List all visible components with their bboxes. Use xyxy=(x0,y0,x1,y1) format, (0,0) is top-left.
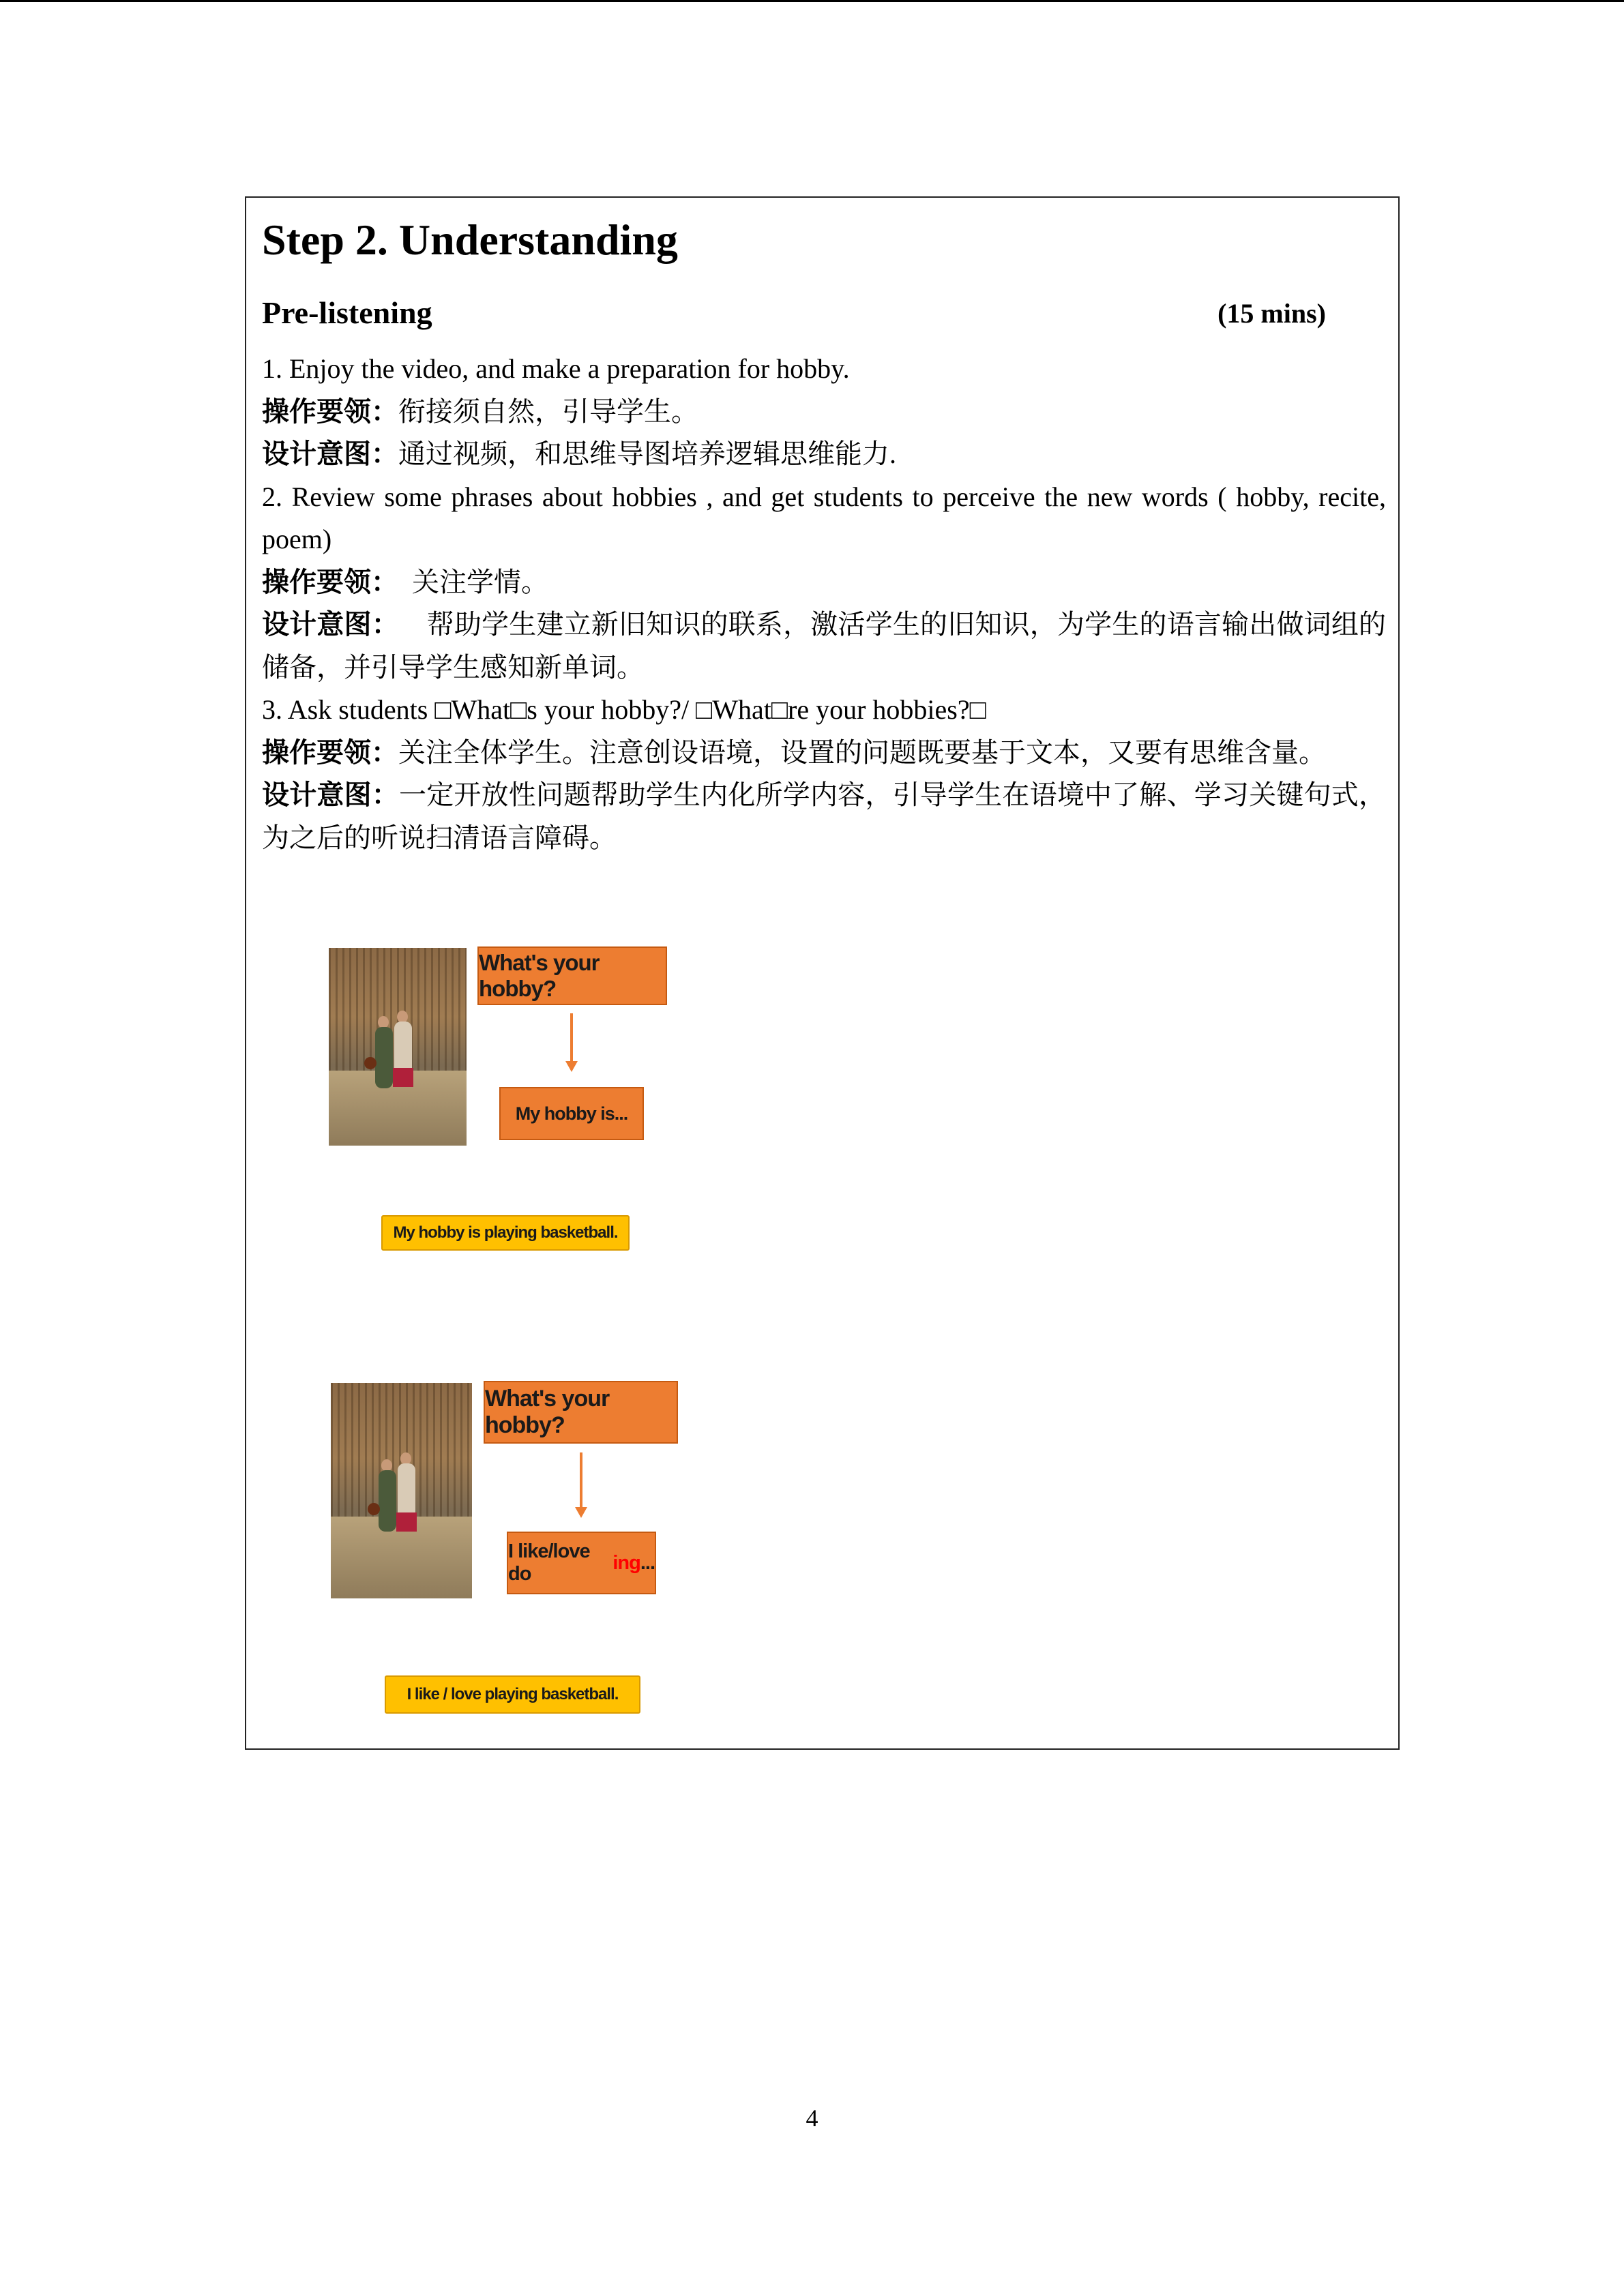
top-border-line xyxy=(0,0,1624,2)
note-label: 设计意图： xyxy=(262,779,399,810)
procedure-note: 设计意图： 帮助学生建立新旧知识的联系，激活学生的旧知识，为学生的语言输出做词组的储备，并引导学生感知新单词。 xyxy=(262,609,1387,683)
section-title: Pre-listening xyxy=(262,295,432,330)
answer-box: I like/love do ing ... xyxy=(507,1532,656,1594)
section-heading-row xyxy=(262,295,1326,336)
step-title: Step 2. Understanding xyxy=(262,215,678,264)
procedure-item: 1. Enjoy the video, and make a preparation for hobby. xyxy=(262,353,850,384)
note-label: 操作要领： xyxy=(262,396,398,427)
arrow-down-icon xyxy=(565,1061,578,1072)
note-label: 设计意图： xyxy=(262,438,398,469)
procedure-item: 3. Ask students □What□s your hobby?/ □What□re your hobbies?□ xyxy=(262,694,986,725)
basketball-photo xyxy=(329,948,467,1146)
note-label: 设计意图： xyxy=(262,609,399,640)
arrow-down-icon xyxy=(575,1507,587,1518)
procedure-note: 设计意图：通过视频，和思维导图培养逻辑思维能力. xyxy=(262,438,896,469)
answer-box: My hobby is... xyxy=(499,1087,644,1140)
section-duration: (15 mins) xyxy=(1217,298,1326,329)
note-label: 操作要领： xyxy=(262,736,398,768)
procedure-text xyxy=(262,348,1386,859)
page-number: 4 xyxy=(806,2104,818,2132)
note-label: 操作要领： xyxy=(262,566,398,597)
procedure-item: 2. Review some phrases about hobbies , and get students to perceive the new words ( hobby, recite, poem) xyxy=(262,481,1386,554)
procedure-note: 操作要领： 关注学情。 xyxy=(262,566,548,597)
arrow-line xyxy=(580,1452,582,1508)
procedure-note: 操作要领：衔接须自然，引导学生。 xyxy=(262,396,698,427)
procedure-note: 设计意图：一定开放性问题帮助学生内化所学内容，引导学生在语境中了解、学习关键句式，为之后的听说扫清语言障碍。 xyxy=(262,779,1386,853)
question-box: What's your hobby? xyxy=(477,946,667,1005)
procedure-note: 操作要领：关注全体学生。注意创设语境，设置的问题既要基于文本，又要有思维含量。 xyxy=(262,736,1326,768)
example-answer-box: I like / love playing basketball. xyxy=(385,1675,640,1714)
question-box: What's your hobby? xyxy=(484,1381,678,1444)
basketball-photo xyxy=(331,1383,472,1598)
example-answer-box: My hobby is playing basketball. xyxy=(381,1215,630,1251)
arrow-line xyxy=(570,1013,573,1062)
lesson-step-table-cell xyxy=(245,196,1400,1750)
